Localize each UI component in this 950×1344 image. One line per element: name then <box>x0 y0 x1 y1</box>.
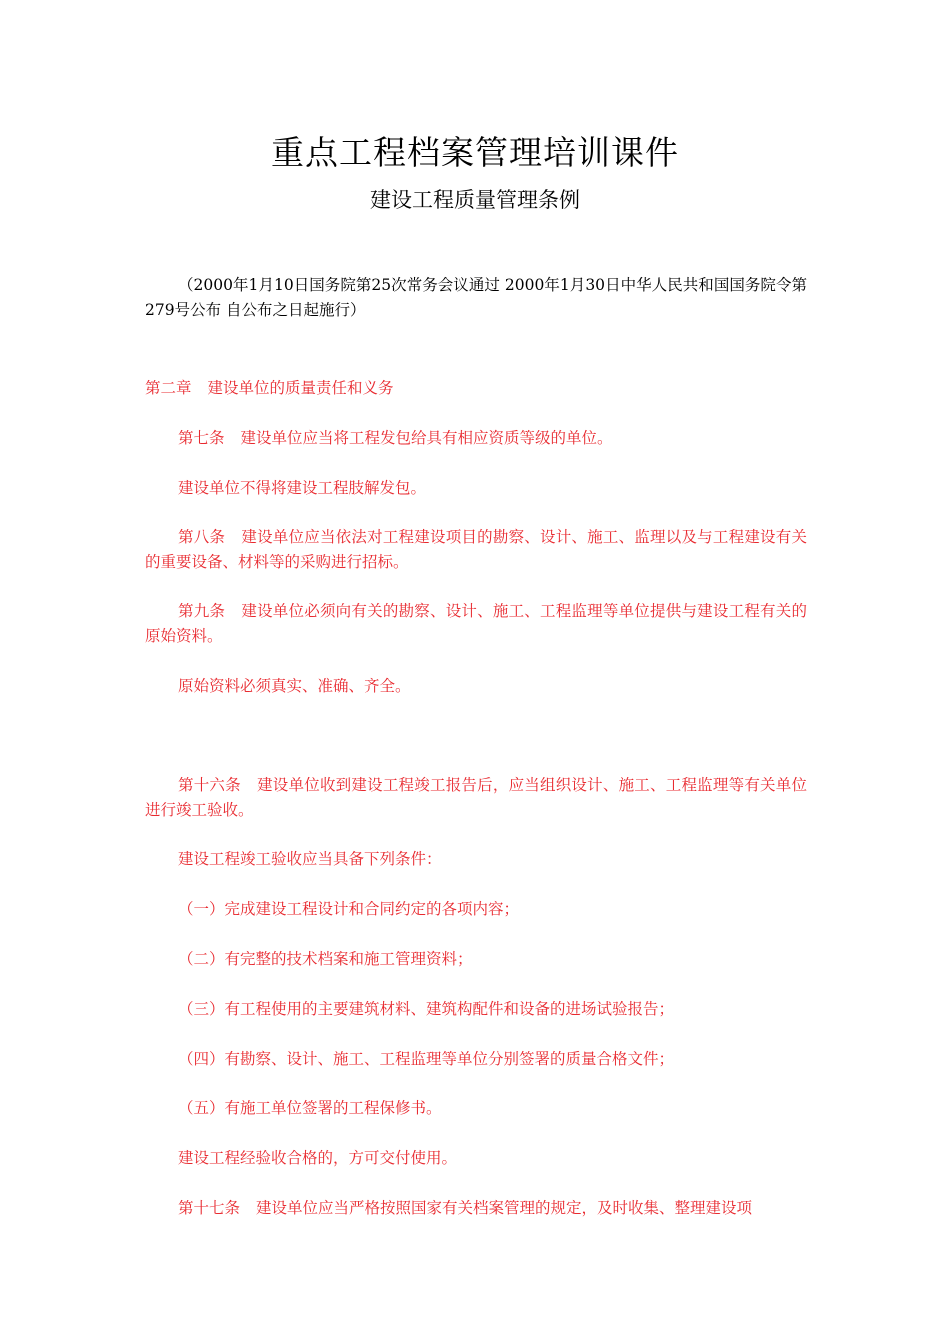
article-7-label: 第七条 <box>178 429 225 447</box>
article-7-paragraph-2: 建设单位不得将建设工程肢解发包。 <box>178 479 427 497</box>
article-16 <box>145 773 807 823</box>
article-9-paragraph-2: 原始资料必须真实、准确、齐全。 <box>178 677 411 695</box>
article-9-label: 第九条 <box>178 602 226 620</box>
article-16-paragraph-3: 建设工程经验收合格的，方可交付使用。 <box>178 1149 458 1167</box>
article-7 <box>145 426 807 451</box>
condition-item: （二）有完整的技术档案和施工管理资料； <box>178 950 473 968</box>
article-16-text: 建设单位收到建设工程竣工报告后，应当组织设计、施工、工程监理等有关单位进行竣工验收。 <box>145 776 807 819</box>
article-9-text: 建设单位必须向有关的勘察、设计、施工、工程监理等单位提供与建设工程有关的原始资料。 <box>145 602 807 645</box>
condition-item: （一）完成建设工程设计和合同约定的各项内容； <box>178 900 520 918</box>
article-8 <box>145 525 807 575</box>
promulgation-note: （2000年1月10日国务院第25次常务会议通过 2000年1月30日中华人民共和国国务院令第279号公布 自公布之日起施行） <box>145 276 807 319</box>
chapter-heading <box>145 376 807 401</box>
article-16-paragraph-2: 建设工程竣工验收应当具备下列条件： <box>178 850 442 868</box>
article-9 <box>145 599 807 649</box>
article-16-label: 第十六条 <box>178 776 241 794</box>
condition-item: （三）有工程使用的主要建筑材料、建筑构配件和设备的进场试验报告； <box>178 1000 675 1018</box>
article-17-label: 第十七条 <box>178 1199 241 1217</box>
chapter-title: 建设单位的质量责任和义务 <box>207 379 394 397</box>
condition-item: （四）有勘察、设计、施工、工程监理等单位分别签署的质量合格文件； <box>178 1050 675 1068</box>
article-8-label: 第八条 <box>178 528 226 546</box>
article-8-text: 建设单位应当依法对工程建设项目的勘察、设计、施工、监理以及与工程建设有关的重要设备、材料等的采购进行招标。 <box>145 528 807 571</box>
article-7-text: 建设单位应当将工程发包给具有相应资质等级的单位。 <box>240 429 613 447</box>
condition-item: （五）有施工单位签署的工程保修书。 <box>178 1099 442 1117</box>
document-subtitle: 建设工程质量管理条例 <box>370 188 580 212</box>
article-17 <box>145 1196 807 1221</box>
article-17-text: 建设单位应当严格按照国家有关档案管理的规定，及时收集、整理建设项 <box>256 1199 753 1217</box>
chapter-label: 第二章 <box>145 379 192 397</box>
document-title: 重点工程档案管理培训课件 <box>271 133 679 172</box>
